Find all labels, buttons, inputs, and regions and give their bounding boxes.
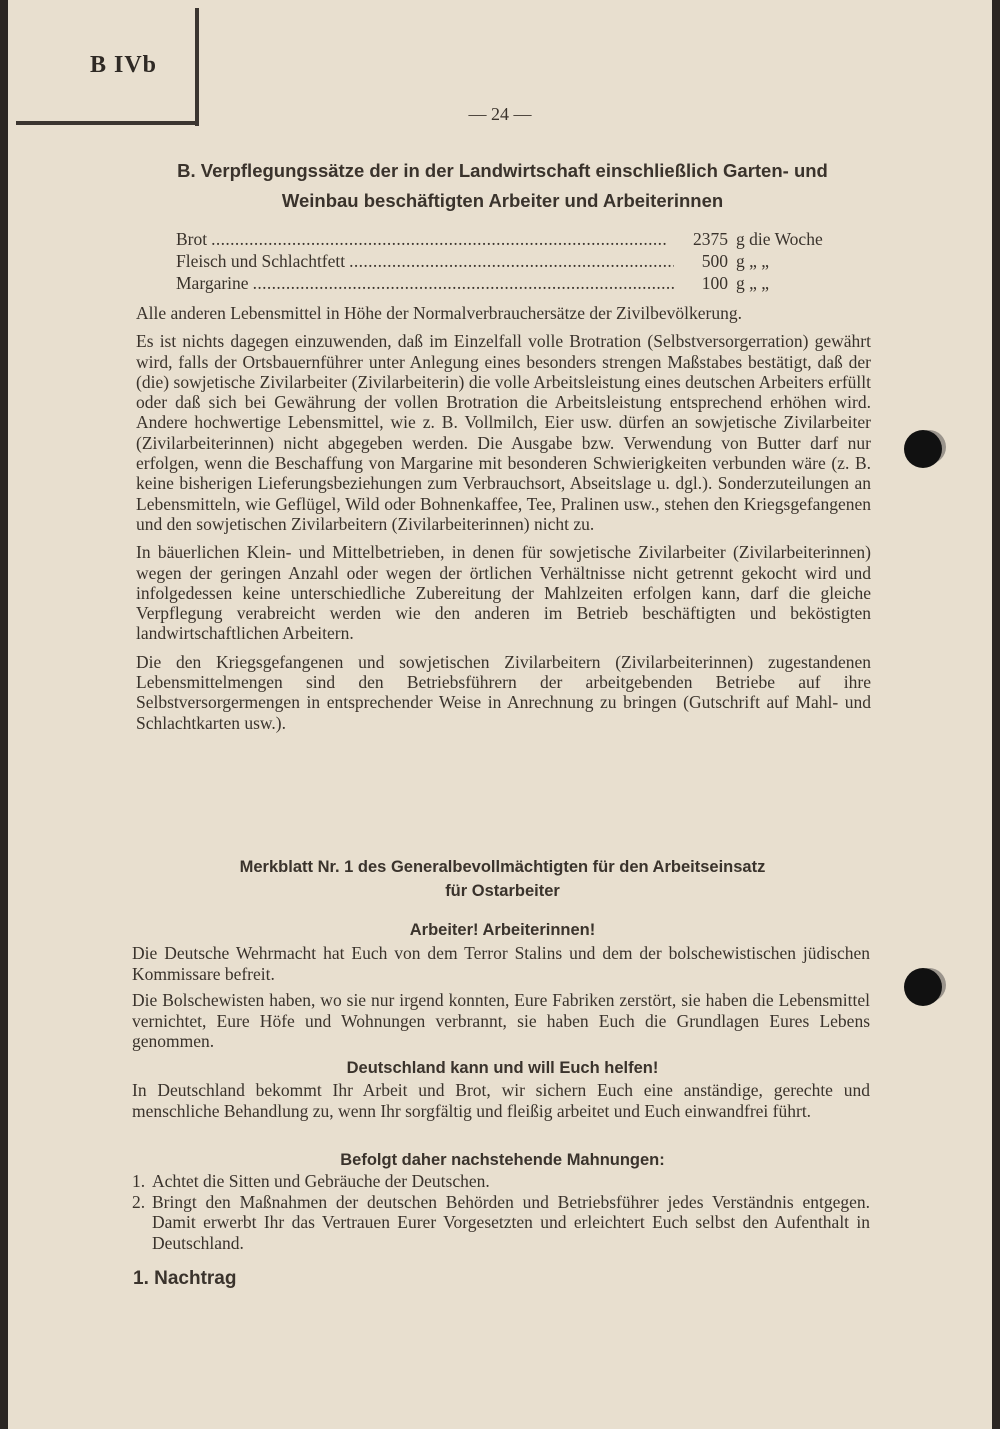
ration-amount: 100 (701, 273, 728, 293)
ration-amount: 2375 (693, 229, 728, 249)
leader-dots (211, 228, 674, 250)
paragraph: Die Deutsche Wehrmacht hat Euch von dem Terror Stalins und dem der bolschewistischen jüdischen Kommissare befreit. (132, 943, 870, 984)
section-title-line: B. Verpflegungssätze der in der Landwirtschaft einschließlich Garten- und (177, 160, 828, 181)
ration-item: Brot (176, 229, 208, 249)
ration-row (176, 228, 876, 250)
leader-dots (349, 250, 674, 272)
punch-hole (904, 968, 942, 1006)
ration-unit: g die Woche (736, 229, 823, 249)
paragraph: Alle anderen Lebensmittel in Höhe der Normalverbrauchersätze der Zivilbevölkerung. (136, 303, 742, 323)
paragraph: In Deutschland bekommt Ihr Arbeit und Brot, wir sichern Euch eine anständige, gerechte und menschliche Behandlung zu, wenn Ihr sorgfältig und fleißig arbeitet und Euch einwandfrei führt. (132, 1080, 870, 1121)
nachtrag-heading: 1. Nachtrag (133, 1268, 237, 1289)
heading: Befolgt daher nachstehende Mahnungen: (340, 1151, 665, 1169)
merkblatt-title-line: für Ostarbeiter (445, 882, 560, 900)
ration-amount: 500 (701, 251, 728, 271)
merkblatt-title (130, 855, 875, 903)
rations-table (176, 228, 876, 294)
section-title (130, 156, 875, 216)
list-number: 1. (132, 1171, 146, 1191)
admonitions-list (132, 1171, 870, 1253)
paragraph: Die den Kriegsgefangenen und sowjetischen Zivilarbeitern (Zivilarbeiterinnen) zugestandenen Lebensmittelmengen sind den Betriebsführern der arbeitgebenden Betriebe auf ihre Selbstversorgermengen in entsprechender Weise in Anrechnung zu bringen (Gutschrift auf Mahl- und Schlachtkarten usw.). (136, 651, 871, 733)
list-text: Achtet die Sitten und Gebräuche der Deutschen. (152, 1171, 490, 1191)
heading: Arbeiter! Arbeiterinnen! (409, 921, 596, 939)
punch-hole (904, 430, 942, 468)
merkblatt-body (132, 943, 870, 1058)
ration-unit: g „ „ (736, 273, 770, 293)
ration-item: Margarine (176, 273, 249, 293)
page-number: — 24 — (468, 104, 532, 124)
ration-row (176, 250, 876, 272)
list-text: Bringt den Maßnahmen der deutschen Behörden und Betriebsführer jedes Verständnis entgegen. Damit erwerbt Ihr das Vertrauen Eurer Vorgesetzten und erleichtert Euch selbst den Aufenthalt in Deutschland. (152, 1191, 870, 1253)
list-item (132, 1192, 870, 1254)
merkblatt-title-line: Merkblatt Nr. 1 des Generalbevollmächtigten für den Arbeitseinsatz (239, 858, 766, 876)
ration-item: Fleisch und Schlachtfett (176, 251, 346, 271)
section-b-body (136, 303, 871, 741)
ration-row (176, 272, 876, 294)
section-title-line: Weinbau beschäftigten Arbeiter und Arbeiterinnen (281, 190, 724, 211)
list-item (132, 1171, 870, 1192)
heading: Deutschland kann und will Euch helfen! (346, 1059, 659, 1077)
document-code: B IVb (90, 52, 158, 78)
list-number: 2. (132, 1191, 146, 1212)
leader-dots (253, 272, 674, 294)
paragraph: Die Bolschewisten haben, wo sie nur irgend konnten, Eure Fabriken zerstört, sie haben die Lebensmittel vernichtet, Eure Höfe und Wohnungen verbrannt, sie haben Euch die Grundlagen Eures Lebens genommen. (132, 990, 870, 1051)
ration-unit: g „ „ (736, 251, 770, 271)
paragraph: Es ist nichts dagegen einzuwenden, daß im Einzelfall volle Brotration (Selbstversorgerration) gewährt wird, falls der Ortsbauernführer unter Anlegung eines besonders strengen Maßstabes bestätigt, daß der (die) sowjetische Zivilarbeiter (Zivilarbeiterin) die volle Arbeitsleistung eines deutschen Arbeiters erfüllt oder daß sich bei Gewährung der vollen Brotration die Arbeitsleistung entsprechend erhöhen wird. Andere hochwertige Lebensmittel, wie z. B. Vollmilch, Eier usw. dürfen an sowjetische Zivilarbeiter (Zivilarbeiterinnen) nicht abgegeben werden. Die Ausgabe bzw. Verwendung von Butter darf nur erfolgen, wenn die Beschaffung von Margarine mit besonderen Schwierigkeiten verbunden wäre (z. B. keine bisherigen Lieferungsbeziehungen zum Verbrauchsort, Abseitslage u. dgl.). Sonderzuteilungen an Lebensmitteln, wie Geflügel, Wild oder Bohnenkaffee, Tee, Pralinen usw., stehen den Kriegsgefangenen und den sowjetischen Zivilarbeitern (Zivilarbeiterinnen) nicht zu. (136, 331, 871, 534)
merkblatt-body (132, 1080, 870, 1127)
paragraph: In bäuerlichen Klein- und Mittelbetrieben, in denen für sowjetische Zivilarbeiter (Zivilarbeiterinnen) wegen der geringen Anzahl oder wegen der örtlichen Verhältnisse nicht getrennt gekocht wird und infolgedessen keine unterschiedliche Zubereitung der Mahlzeiten erfolgen kann, darf die gleiche Verpflegung verabreicht werden wie den anderen im Betrieb beschäftigten und beköstigten landwirtschaftlichen Arbeitern. (136, 542, 871, 644)
